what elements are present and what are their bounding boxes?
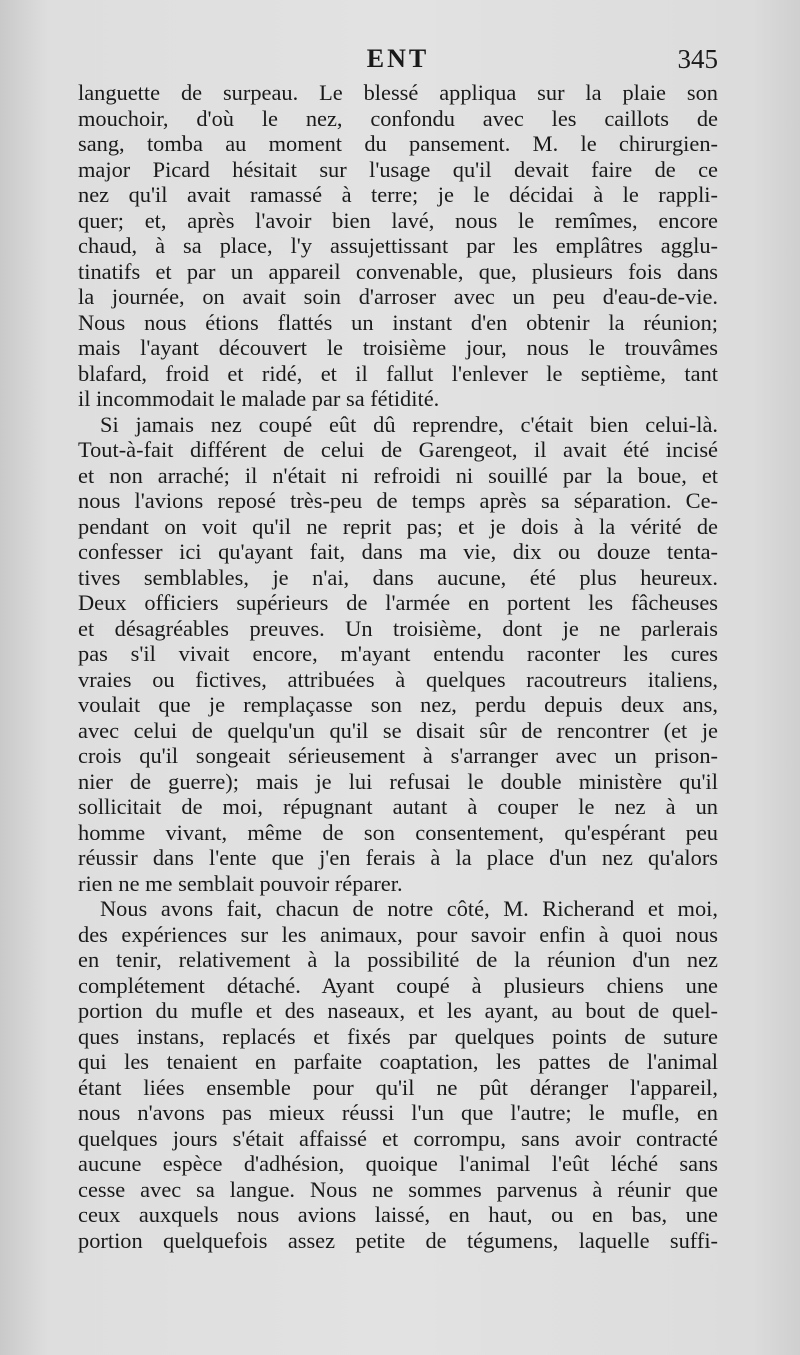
text-line: et désagréables preuves. Un troisième, dont je ne parlerais <box>78 615 718 641</box>
text-line: major Picard hésitait sur l'usage qu'il devait faire de ce <box>78 156 718 182</box>
text-line: en tenir, relativement à la possibilité de la réunion d'un nez <box>78 947 718 972</box>
text-line: Deux officiers supérieurs de l'armée en portent les fâcheuses <box>78 590 718 615</box>
text-line: étant liées ensemble pour qu'il ne pût déranger l'appareil, <box>78 1074 718 1100</box>
text-line: réussir dans l'ente que j'en ferais à la place d'un nez qu'alors <box>78 845 718 870</box>
text-line: des expériences sur les animaux, pour savoir enfin à quoi nous <box>78 921 718 947</box>
page-number: 345 <box>677 44 718 74</box>
text-line: languette de surpeau. Le blessé appliqua sur la plaie son <box>78 80 718 105</box>
text-line: quelques jours s'était affaissé et corrompu, sans avoir contracté <box>78 1125 718 1151</box>
text-line: rien ne me semblait pouvoir réparer. <box>78 870 403 896</box>
page-header <box>78 44 718 78</box>
text-line: nous l'avions reposé très-peu de temps après sa séparation. Ce- <box>78 488 718 513</box>
text-line: complétement détaché. Ayant coupé à plusieurs chiens une <box>78 972 718 998</box>
text-line: homme vivant, même de son consentement, qu'espérant peu <box>78 819 718 845</box>
text-line: ceux auxquels nous avions laissé, en haut, ou en bas, une <box>78 1202 718 1227</box>
text-line: Nous nous étions flattés un instant d'en obtenir la réunion; <box>78 309 718 335</box>
text-line: qui les tenaient en parfaite coaptation, les pattes de l'animal <box>78 1049 718 1074</box>
text-line: pendant on voit qu'il ne reprit pas; et je dois à la vérité de <box>78 513 718 539</box>
text-line: pas s'il vivait encore, m'ayant entendu raconter les cures <box>78 641 718 666</box>
text-line: la journée, on avait soin d'arroser avec un peu d'eau-de-vie. <box>78 284 718 309</box>
text-line: Tout-à-fait différent de celui de Garengeot, il avait été incisé <box>78 437 718 462</box>
text-line: sang, tomba au moment du pansement. M. le chirurgien- <box>78 131 718 156</box>
text-line: chaud, à sa place, l'y assujettissant par les emplâtres agglu- <box>78 233 718 258</box>
text-line: nez qu'il avait ramassé à terre; je le décidai à le rappli- <box>78 182 718 207</box>
text-line: crois qu'il songeait sérieusement à s'arranger avec un prison- <box>78 743 718 768</box>
text-line: tives semblables, je n'ai, dans aucune, été plus heureux. <box>78 564 718 590</box>
text-line: sollicitait de moi, répugnant autant à couper le nez à un <box>78 794 718 819</box>
text-line: cesse avec sa langue. Nous ne sommes parvenus à réunir que <box>78 1176 718 1202</box>
text-line: Si jamais nez coupé eût dû reprendre, c'était bien celui-là. <box>100 411 718 437</box>
text-line: mais l'ayant découvert le troisième jour, nous le trouvâmes <box>78 335 718 360</box>
text-line: blafard, froid et ridé, et il fallut l'enlever le septième, tant <box>78 360 718 386</box>
paragraph <box>78 412 718 897</box>
text-line: confesser ici qu'ayant fait, dans ma vie, dix ou douze tenta- <box>78 539 718 564</box>
text-line: et non arraché; il n'était ni refroidi ni souillé par la boue, et <box>78 462 718 488</box>
text-line: portion du mufle et des naseaux, et les ayant, au bout de quel- <box>78 998 718 1023</box>
paragraph <box>78 80 718 412</box>
text-line: il incommodait le malade par sa fétidité. <box>78 386 440 411</box>
text-line: nous n'avons pas mieux réussi l'un que l'autre; le mufle, en <box>78 1100 718 1125</box>
text-line: tinatifs et par un appareil convenable, que, plusieurs fois dans <box>78 258 718 284</box>
running-head: ENT <box>366 44 430 73</box>
text-line: ques instans, replacés et fixés par quelques points de suture <box>78 1023 718 1049</box>
paragraph <box>78 896 718 1253</box>
text-line: quer; et, après l'avoir bien lavé, nous le remîmes, encore <box>78 207 718 233</box>
body-text <box>78 80 718 1253</box>
text-line: Nous avons fait, chacun de notre côté, M. Richerand et moi, <box>100 896 718 921</box>
text-line: nier de guerre); mais je lui refusai le double ministère qu'il <box>78 768 718 794</box>
text-line: aucune espèce d'adhésion, quoique l'animal l'eût léché sans <box>78 1151 718 1176</box>
text-line: portion quelquefois assez petite de tégumens, laquelle suffi- <box>78 1227 718 1253</box>
text-line: voulait que je remplaçasse son nez, perdu depuis deux ans, <box>78 692 718 717</box>
text-line: avec celui de quelqu'un qu'il se disait sûr de rencontrer (et je <box>78 717 718 743</box>
text-line: mouchoir, d'où le nez, confondu avec les caillots de <box>78 105 718 131</box>
text-line: vraies ou fictives, attribuées à quelques racoutreurs italiens, <box>78 666 718 692</box>
